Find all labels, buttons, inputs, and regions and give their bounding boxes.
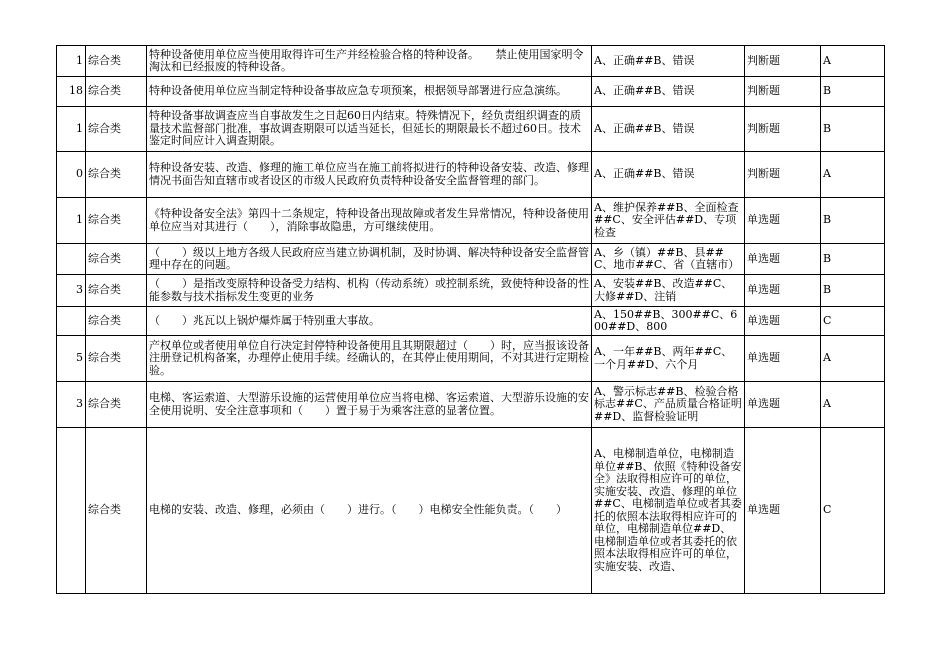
answer-cell: A <box>821 382 885 428</box>
question-cell: 电梯的安装、改造、修理，必须由（ ）进行。（ ）电梯安全性能负责。（ ） <box>147 428 592 594</box>
answer-cell: B <box>821 107 885 152</box>
answer-cell: B <box>821 198 885 244</box>
question-cell: 特种设备使用单位应当使用取得许可生产并经检验合格的特种设备。 禁止使用国家明令淘汰和已经报废的特种设备。 <box>147 46 592 77</box>
type-cell: 单选题 <box>745 307 821 336</box>
category-cell: 综合类 <box>86 336 147 382</box>
question-cell: 特种设备使用单位应当制定特种设备事故应急专项预案，根据领导部署进行应急演练。 <box>147 77 592 107</box>
type-cell: 单选题 <box>745 198 821 244</box>
table-row[interactable] <box>57 382 885 428</box>
row-number <box>57 244 86 275</box>
options-cell: A、维护保养##B、全面检查##C、安全评估##D、专项检查 <box>592 198 745 244</box>
row-number: 5 <box>57 336 86 382</box>
answer-cell: B <box>821 275 885 307</box>
table-row[interactable] <box>57 275 885 307</box>
table-row[interactable] <box>57 77 885 107</box>
category-cell: 综合类 <box>86 107 147 152</box>
row-number: 18 <box>57 77 86 107</box>
table-row[interactable] <box>57 307 885 336</box>
answer-cell: B <box>821 244 885 275</box>
options-cell: A、正确##B、错误 <box>592 77 745 107</box>
row-number: 0 <box>57 152 86 198</box>
row-number: 3 <box>57 382 86 428</box>
options-cell: A、安装##B、改造##C、大修##D、注销 <box>592 275 745 307</box>
type-cell: 判断题 <box>745 107 821 152</box>
options-cell: A、正确##B、错误 <box>592 46 745 77</box>
options-cell: A、警示标志##B、检验合格标志##C、产品质量合格证明##D、监督检验证明 <box>592 382 745 428</box>
options-cell: A、乡（镇）##B、县##C、地市##C、省（直辖市） <box>592 244 745 275</box>
question-table <box>56 45 885 594</box>
options-cell: A、150##B、300##C、600##D、800 <box>592 307 745 336</box>
table-row[interactable] <box>57 46 885 77</box>
question-cell: （ ）级以上地方各级人民政府应当建立协调机制，及时协调、解决特种设备安全监督管理中存在的问题。 <box>147 244 592 275</box>
answer-cell: C <box>821 307 885 336</box>
question-cell: （ ）是指改变原特种设备受力结构、机构（传动系统）或控制系统，致使特种设备的性能参数与技术指标发生变更的业务 <box>147 275 592 307</box>
options-cell: A、电梯制造单位，电梯制造单位##B、依照《特种设备安全》法取得相应许可的单位，实施安装、改造、修理的单位##C、电梯制造单位或者其委托的依照本法取得相应许可的单位，电梯制造单位##D、电梯制造单位或者其委托的依照本法取得相应许可的单位，实施安装、改造、 <box>592 428 745 594</box>
options-cell: A、正确##B、错误 <box>592 107 745 152</box>
answer-cell: C <box>821 428 885 594</box>
row-number <box>57 307 86 336</box>
row-number: 1 <box>57 198 86 244</box>
category-cell: 综合类 <box>86 275 147 307</box>
type-cell: 单选题 <box>745 336 821 382</box>
category-cell: 综合类 <box>86 428 147 594</box>
options-cell: A、正确##B、错误 <box>592 152 745 198</box>
category-cell: 综合类 <box>86 77 147 107</box>
question-cell: 电梯、客运索道、大型游乐设施的运营使用单位应当将电梯、客运索道、大型游乐设施的安全使用说明、安全注意事项和（ ）置于易于为乘客注意的显著位置。 <box>147 382 592 428</box>
question-cell: 产权单位或者使用单位自行决定封停特种设备使用且其期限超过（ ）时，应当报该设备注册登记机构备案，办理停止使用手续。经确认的，在其停止使用期间，不对其进行定期检验。 <box>147 336 592 382</box>
row-number: 1 <box>57 46 86 77</box>
table-row[interactable] <box>57 428 885 594</box>
category-cell: 综合类 <box>86 244 147 275</box>
type-cell: 单选题 <box>745 244 821 275</box>
answer-cell: B <box>821 77 885 107</box>
answer-cell: A <box>821 336 885 382</box>
answer-cell: A <box>821 152 885 198</box>
category-cell: 综合类 <box>86 152 147 198</box>
table-row[interactable] <box>57 107 885 152</box>
type-cell: 单选题 <box>745 382 821 428</box>
category-cell: 综合类 <box>86 307 147 336</box>
answer-cell: A <box>821 46 885 77</box>
category-cell: 综合类 <box>86 198 147 244</box>
question-cell: 特种设备安装、改造、修理的施工单位应当在施工前将拟进行的特种设备安装、改造、修理情况书面告知直辖市或者设区的市级人民政府负责特种设备安全监督管理的部门。 <box>147 152 592 198</box>
row-number: 1 <box>57 107 86 152</box>
question-cell: （ ）兆瓦以上锅炉爆炸属于特别重大事故。 <box>147 307 592 336</box>
category-cell: 综合类 <box>86 382 147 428</box>
type-cell: 判断题 <box>745 46 821 77</box>
type-cell: 判断题 <box>745 152 821 198</box>
row-number: 3 <box>57 275 86 307</box>
type-cell: 判断题 <box>745 77 821 107</box>
table-row[interactable] <box>57 244 885 275</box>
row-number <box>57 428 86 594</box>
question-cell: 特种设备事故调查应当自事故发生之日起60日内结束。特殊情况下，经负责组织调查的质量技术监督部门批准，事故调查期限可以适当延长，但延长的期限最长不超过60日。技术鉴定时间应计入调查期限。 <box>147 107 592 152</box>
table-row[interactable] <box>57 152 885 198</box>
options-cell: A、一年##B、两年##C、一个月##D、六个月 <box>592 336 745 382</box>
category-cell: 综合类 <box>86 46 147 77</box>
question-cell: 《特种设备安全法》第四十二条规定，特种设备出现故障或者发生异常情况，特种设备使用单位应当对其进行（ ），消除事故隐患，方可继续使用。 <box>147 198 592 244</box>
type-cell: 单选题 <box>745 275 821 307</box>
table-row[interactable] <box>57 336 885 382</box>
table-row[interactable] <box>57 198 885 244</box>
type-cell: 单选题 <box>745 428 821 594</box>
